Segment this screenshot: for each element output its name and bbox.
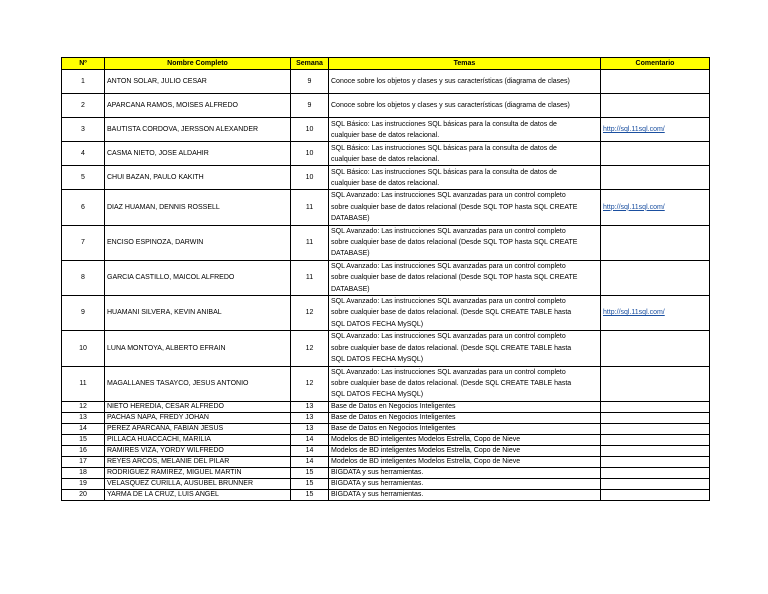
row-number: 20 — [62, 489, 105, 500]
week-cell: 12 — [291, 366, 329, 401]
comment-cell — [601, 296, 710, 331]
topic-line: DATABASE) — [331, 215, 370, 223]
week-cell: 15 — [291, 478, 329, 489]
topic-line: BIGDATA y sus herramientas. — [331, 468, 424, 476]
row-number: 17 — [62, 456, 105, 467]
topic-cell — [329, 190, 601, 225]
topic-line: Base de Datos en Negocios Inteligentes — [331, 424, 456, 432]
week-cell: 15 — [291, 467, 329, 478]
row-number: 2 — [62, 94, 105, 118]
topic-line: Conoce sobre los objetos y clases y sus características (diagrama de clases) — [331, 102, 570, 110]
week-cell: 9 — [291, 94, 329, 118]
table-row — [62, 70, 710, 94]
topic-line: SQL Básico: Las instrucciones SQL básicas para la consulta de datos de — [331, 168, 557, 176]
topic-cell — [329, 445, 601, 456]
student-name: VELASQUEZ CURILLA, AUSUBEL BRUNNER — [105, 478, 291, 489]
student-name: PACHAS NAPA, FREDY JOHAN — [105, 412, 291, 423]
students-topics-table — [61, 57, 710, 501]
topic-cell — [329, 260, 601, 295]
comment-cell — [601, 478, 710, 489]
header-row — [62, 58, 710, 70]
student-name: NIETO HEREDIA, CESAR ALFREDO — [105, 401, 291, 412]
topic-line: SQL DATOS FECHA MySQL) — [331, 356, 424, 364]
row-number: 8 — [62, 260, 105, 295]
topic-line: Base de Datos en Negocios Inteligentes — [331, 402, 456, 410]
week-cell: 9 — [291, 70, 329, 94]
week-cell: 10 — [291, 142, 329, 166]
topic-line: SQL Avanzado: Las instrucciones SQL avanzadas para un control completo — [331, 227, 566, 235]
comment-link[interactable]: http://sql.11sql.com/ — [603, 126, 665, 134]
topic-cell — [329, 478, 601, 489]
student-name: RAMIRES VIZA, YORDY WILFREDO — [105, 445, 291, 456]
comment-cell — [601, 225, 710, 260]
topic-line: Conoce sobre los objetos y clases y sus características (diagrama de clases) — [331, 78, 570, 86]
comment-link[interactable]: http://sql.11sql.com/ — [603, 203, 665, 211]
topic-line: SQL Básico: Las instrucciones SQL básicas para la consulta de datos de — [331, 120, 557, 128]
table-row — [62, 190, 710, 225]
student-name: REYES ARCOS, MELANIE DEL PILAR — [105, 456, 291, 467]
comment-cell — [601, 70, 710, 94]
header-num: Nº — [62, 58, 105, 70]
topic-line: cualquier base de datos relacional. — [331, 155, 440, 163]
topic-cell — [329, 366, 601, 401]
topic-cell — [329, 489, 601, 500]
table-row — [62, 456, 710, 467]
week-cell: 12 — [291, 331, 329, 366]
comment-link[interactable]: http://sql.11sql.com/ — [603, 309, 665, 317]
topic-cell — [329, 467, 601, 478]
topic-line: Modelos de BD inteligentes Modelos Estrella, Copo de Nieve — [331, 446, 521, 454]
table-row — [62, 467, 710, 478]
topic-cell — [329, 456, 601, 467]
week-cell: 14 — [291, 445, 329, 456]
comment-cell — [601, 166, 710, 190]
topic-cell — [329, 118, 601, 142]
table-row — [62, 225, 710, 260]
table-row — [62, 296, 710, 331]
topic-cell — [329, 94, 601, 118]
student-name: HUAMANI SILVERA, KEVIN ANIBAL — [105, 296, 291, 331]
comment-cell — [601, 190, 710, 225]
student-name: LUNA MONTOYA, ALBERTO EFRAIN — [105, 331, 291, 366]
topic-cell — [329, 225, 601, 260]
student-name: YARMA DE LA CRUZ, LUIS ANGEL — [105, 489, 291, 500]
week-cell: 13 — [291, 401, 329, 412]
row-number: 9 — [62, 296, 105, 331]
row-number: 16 — [62, 445, 105, 456]
topic-cell — [329, 70, 601, 94]
topic-line: cualquier base de datos relacional. — [331, 179, 440, 187]
comment-cell — [601, 489, 710, 500]
topic-line: SQL Avanzado: Las instrucciones SQL avanzadas para un control completo — [331, 192, 566, 200]
topic-line: Modelos de BD inteligentes Modelos Estrella, Copo de Nieve — [331, 435, 521, 443]
row-number: 12 — [62, 401, 105, 412]
topic-cell — [329, 296, 601, 331]
row-number: 18 — [62, 467, 105, 478]
topic-line: cualquier base de datos relacional. — [331, 131, 440, 139]
topic-line: BIGDATA y sus herramientas. — [331, 490, 424, 498]
row-number: 5 — [62, 166, 105, 190]
comment-cell — [601, 412, 710, 423]
week-cell: 13 — [291, 423, 329, 434]
row-number: 1 — [62, 70, 105, 94]
topic-line: DATABASE) — [331, 250, 370, 258]
comment-cell — [601, 142, 710, 166]
topic-line: SQL Avanzado: Las instrucciones SQL avanzadas para un control completo — [331, 368, 566, 376]
table-row — [62, 166, 710, 190]
comment-cell — [601, 467, 710, 478]
week-cell: 10 — [291, 166, 329, 190]
week-cell: 14 — [291, 434, 329, 445]
topic-line: sobre cualquier base de datos relacional (Desde SQL TOP hasta SQL CREATE — [331, 239, 578, 247]
topic-cell — [329, 423, 601, 434]
student-name: APARCANA RAMOS, MOISES ALFREDO — [105, 94, 291, 118]
table-row — [62, 478, 710, 489]
table-row — [62, 118, 710, 142]
student-name: BAUTISTA CORDOVA, JERSSON ALEXANDER — [105, 118, 291, 142]
topic-line: sobre cualquier base de datos relacional (Desde SQL TOP hasta SQL CREATE — [331, 203, 578, 211]
header-topic: Temas — [329, 58, 601, 70]
row-number: 4 — [62, 142, 105, 166]
week-cell: 14 — [291, 456, 329, 467]
week-cell: 11 — [291, 260, 329, 295]
comment-cell — [601, 260, 710, 295]
topic-line: SQL DATOS FECHA MySQL) — [331, 320, 424, 328]
week-cell: 12 — [291, 296, 329, 331]
row-number: 3 — [62, 118, 105, 142]
header-name: Nombre Completo — [105, 58, 291, 70]
table-row — [62, 489, 710, 500]
topic-cell — [329, 401, 601, 412]
topic-cell — [329, 331, 601, 366]
topic-cell — [329, 434, 601, 445]
topic-cell — [329, 142, 601, 166]
row-number: 13 — [62, 412, 105, 423]
student-name: CASMA NIETO, JOSE ALDAHIR — [105, 142, 291, 166]
comment-cell — [601, 445, 710, 456]
topic-line: BIGDATA y sus herramientas. — [331, 479, 424, 487]
row-number: 11 — [62, 366, 105, 401]
topic-line: sobre cualquier base de datos relacional (Desde SQL TOP hasta SQL CREATE — [331, 274, 578, 282]
week-cell: 15 — [291, 489, 329, 500]
week-cell: 11 — [291, 190, 329, 225]
table-row — [62, 142, 710, 166]
comment-cell — [601, 401, 710, 412]
table-row — [62, 366, 710, 401]
row-number: 6 — [62, 190, 105, 225]
topic-line: SQL DATOS FECHA MySQL) — [331, 391, 424, 399]
row-number: 15 — [62, 434, 105, 445]
week-cell: 11 — [291, 225, 329, 260]
topic-line: sobre cualquier base de datos relacional. (Desde SQL CREATE TABLE hasta — [331, 309, 572, 317]
topic-line: SQL Básico: Las instrucciones SQL básicas para la consulta de datos de — [331, 144, 557, 152]
student-name: CHUI BAZAN, PAULO KAKITH — [105, 166, 291, 190]
table-row — [62, 423, 710, 434]
topic-cell — [329, 166, 601, 190]
comment-cell — [601, 94, 710, 118]
table-row — [62, 434, 710, 445]
comment-cell — [601, 423, 710, 434]
comment-cell — [601, 456, 710, 467]
student-name: ANTON SOLAR, JULIO CESAR — [105, 70, 291, 94]
comment-cell — [601, 331, 710, 366]
row-number: 7 — [62, 225, 105, 260]
student-name: PEREZ APARCANA, FABIAN JESUS — [105, 423, 291, 434]
row-number: 10 — [62, 331, 105, 366]
table-row — [62, 260, 710, 295]
header-week: Semana — [291, 58, 329, 70]
topic-line: SQL Avanzado: Las instrucciones SQL avanzadas para un control completo — [331, 333, 566, 341]
header-comment: Comentario — [601, 58, 710, 70]
topic-line: Base de Datos en Negocios Inteligentes — [331, 413, 456, 421]
comment-cell — [601, 434, 710, 445]
table-row — [62, 412, 710, 423]
row-number: 14 — [62, 423, 105, 434]
student-name: RODRIGUEZ RAMIREZ, MIGUEL MARTIN — [105, 467, 291, 478]
table-row — [62, 401, 710, 412]
comment-cell — [601, 366, 710, 401]
topic-line: SQL Avanzado: Las instrucciones SQL avanzadas para un control completo — [331, 262, 566, 270]
row-number: 19 — [62, 478, 105, 489]
topic-line: sobre cualquier base de datos relacional. (Desde SQL CREATE TABLE hasta — [331, 344, 572, 352]
table-row — [62, 94, 710, 118]
week-cell: 13 — [291, 412, 329, 423]
comment-cell — [601, 118, 710, 142]
student-name: PILLACA HUACCACHI, MARILIA — [105, 434, 291, 445]
topic-line: SQL Avanzado: Las instrucciones SQL avanzadas para un control completo — [331, 298, 566, 306]
student-name: MAGALLANES TASAYCO, JESUS ANTONIO — [105, 366, 291, 401]
topic-line: DATABASE) — [331, 285, 370, 293]
student-name: DIAZ HUAMAN, DENNIS ROSSELL — [105, 190, 291, 225]
table-row — [62, 445, 710, 456]
student-name: ENCISO ESPINOZA, DARWIN — [105, 225, 291, 260]
week-cell: 10 — [291, 118, 329, 142]
topic-line: Modelos de BD inteligentes Modelos Estrella, Copo de Nieve — [331, 457, 521, 465]
topic-line: sobre cualquier base de datos relacional. (Desde SQL CREATE TABLE hasta — [331, 379, 572, 387]
topic-cell — [329, 412, 601, 423]
student-name: GARCIA CASTILLO, MAICOL ALFREDO — [105, 260, 291, 295]
table-row — [62, 331, 710, 366]
